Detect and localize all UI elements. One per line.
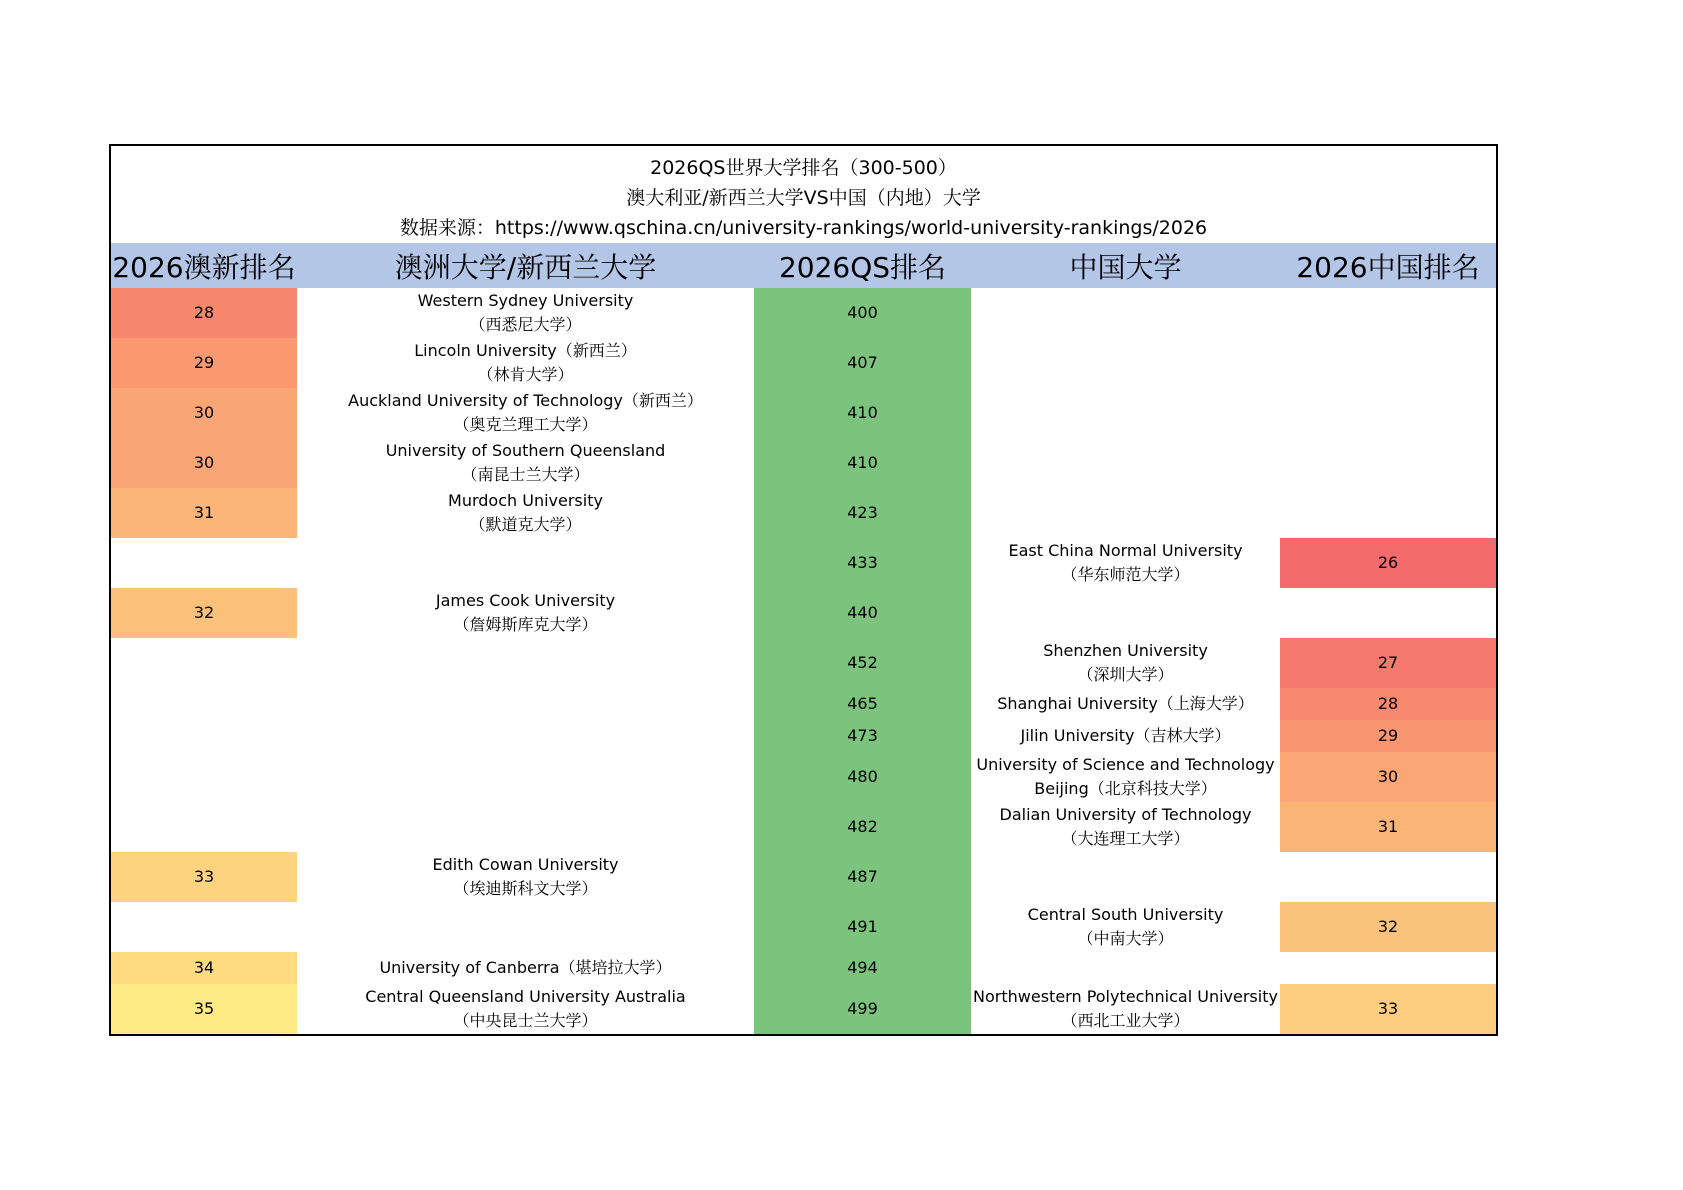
china-university-cell	[971, 902, 1280, 952]
anz-rank-cell: 30	[111, 388, 297, 438]
table-row	[111, 852, 1496, 902]
china-university-cell	[971, 438, 1280, 488]
china-rank-cell: 26	[1280, 538, 1496, 588]
anz-rank-cell	[111, 802, 297, 852]
table-row	[111, 720, 1496, 752]
anz-university-name: Western Sydney University	[417, 291, 634, 310]
anz-university-cell	[297, 638, 754, 688]
anz-university-cell	[297, 984, 754, 1034]
header-qs-rank: 2026QS排名	[778, 250, 947, 284]
china-university-cell	[971, 720, 1280, 752]
anz-university-cell	[297, 338, 754, 388]
anz-university-name: Edith Cowan University	[432, 855, 619, 874]
anz-university-name: Murdoch University	[448, 491, 603, 510]
anz-university-chinese-name: （南昆士兰大学）	[461, 465, 590, 484]
china-university-cell	[971, 952, 1280, 984]
anz-university-name: Auckland University of Technology（新西兰）	[348, 391, 703, 410]
table-row	[111, 688, 1496, 720]
anz-rank-cell: 32	[111, 588, 297, 638]
anz-university-name: Lincoln University（新西兰）	[414, 341, 637, 360]
anz-university-chinese-name: （詹姆斯库克大学）	[453, 615, 598, 634]
header-china-rank: 2026中国排名	[1296, 250, 1480, 284]
qs-rank-cell: 423	[754, 488, 971, 538]
anz-rank-cell: 29	[111, 338, 297, 388]
china-rank-cell	[1280, 588, 1496, 638]
anz-university-name: James Cook University	[435, 591, 616, 610]
table-row	[111, 752, 1496, 802]
china-university-cell	[971, 488, 1280, 538]
anz-university-cell	[297, 688, 754, 720]
china-rank-cell	[1280, 338, 1496, 388]
china-university-cell	[971, 638, 1280, 688]
china-rank-cell	[1280, 438, 1496, 488]
qs-rank-cell: 499	[754, 984, 971, 1034]
china-university-name: Central South University	[1027, 905, 1224, 924]
china-university-name: Shanghai University（上海大学）	[997, 694, 1254, 713]
china-rank-cell: 33	[1280, 984, 1496, 1034]
china-rank-cell	[1280, 852, 1496, 902]
china-rank-cell	[1280, 288, 1496, 338]
anz-university-name: Central Queensland University Australia	[365, 987, 686, 1006]
qs-rank-cell: 473	[754, 720, 971, 752]
china-university-chinese-name: （西北工业大学）	[1061, 1011, 1190, 1030]
qs-rank-cell: 452	[754, 638, 971, 688]
table-row	[111, 538, 1496, 588]
china-university-name: Jilin University（吉林大学）	[1020, 726, 1231, 745]
china-rank-cell: 28	[1280, 688, 1496, 720]
china-university-name: Dalian University of Technology	[999, 805, 1252, 824]
qs-rank-cell: 407	[754, 338, 971, 388]
china-university-name: University of Science and Technology	[976, 755, 1275, 774]
table-row	[111, 388, 1496, 438]
china-university-cell	[971, 688, 1280, 720]
china-university-chinese-name: Beijing（北京科技大学）	[1034, 779, 1217, 798]
table-row	[111, 438, 1496, 488]
china-university-chinese-name: （中南大学）	[1077, 929, 1174, 948]
table-row	[111, 902, 1496, 952]
anz-university-cell	[297, 720, 754, 752]
qs-rank-cell: 465	[754, 688, 971, 720]
anz-university-chinese-name: （默道克大学）	[469, 515, 582, 534]
table-row	[111, 638, 1496, 688]
qs-rank-cell: 487	[754, 852, 971, 902]
qs-rank-cell: 482	[754, 802, 971, 852]
anz-university-cell	[297, 952, 754, 984]
qs-rank-cell: 440	[754, 588, 971, 638]
anz-university-cell	[297, 752, 754, 802]
china-rank-cell	[1280, 952, 1496, 984]
title-line-2: 澳大利亚/新西兰大学VS中国（内地）大学	[626, 187, 981, 209]
header-china-university: 中国大学	[1069, 250, 1182, 284]
china-university-chinese-name: （大连理工大学）	[1061, 829, 1190, 848]
ranking-table	[109, 144, 1498, 1036]
china-rank-cell: 30	[1280, 752, 1496, 802]
source-line: 数据来源：https://www.qschina.cn/university-rankings/world-university-rankings/2026	[399, 217, 1208, 239]
anz-rank-cell	[111, 688, 297, 720]
china-university-cell	[971, 752, 1280, 802]
anz-university-chinese-name: （奥克兰理工大学）	[453, 415, 598, 434]
anz-rank-cell	[111, 638, 297, 688]
china-rank-cell	[1280, 388, 1496, 438]
table-row	[111, 288, 1496, 338]
anz-rank-cell	[111, 752, 297, 802]
header-anz-university: 澳洲大学/新西兰大学	[394, 250, 657, 284]
china-university-name: East China Normal University	[1008, 541, 1243, 560]
anz-university-cell	[297, 588, 754, 638]
table-row	[111, 338, 1496, 388]
china-university-cell	[971, 984, 1280, 1034]
anz-university-cell	[297, 902, 754, 952]
anz-rank-cell	[111, 538, 297, 588]
title-line-1: 2026QS世界大学排名（300-500）	[650, 157, 957, 179]
table-title	[111, 146, 1496, 243]
china-university-name: Shenzhen University	[1043, 641, 1208, 660]
table-row	[111, 488, 1496, 538]
china-university-cell	[971, 802, 1280, 852]
anz-university-cell	[297, 802, 754, 852]
qs-rank-cell: 433	[754, 538, 971, 588]
anz-rank-cell: 33	[111, 852, 297, 902]
anz-university-name: University of Canberra（堪培拉大学）	[379, 958, 672, 977]
china-university-cell	[971, 288, 1280, 338]
anz-university-cell	[297, 288, 754, 338]
china-rank-cell	[1280, 488, 1496, 538]
anz-university-chinese-name: （埃迪斯科文大学）	[453, 879, 598, 898]
anz-rank-cell: 30	[111, 438, 297, 488]
header-anz-rank: 2026澳新排名	[112, 250, 296, 284]
anz-rank-cell: 31	[111, 488, 297, 538]
qs-rank-cell: 400	[754, 288, 971, 338]
anz-rank-cell: 35	[111, 984, 297, 1034]
anz-university-cell	[297, 438, 754, 488]
header-row	[111, 243, 1496, 288]
china-rank-cell: 31	[1280, 802, 1496, 852]
china-rank-cell: 32	[1280, 902, 1496, 952]
anz-rank-cell	[111, 720, 297, 752]
china-university-chinese-name: （深圳大学）	[1077, 665, 1174, 684]
qs-rank-cell: 494	[754, 952, 971, 984]
china-university-chinese-name: （华东师范大学）	[1061, 565, 1190, 584]
china-university-cell	[971, 388, 1280, 438]
china-university-cell	[971, 338, 1280, 388]
china-university-name: Northwestern Polytechnical University	[973, 987, 1278, 1006]
anz-university-name: University of Southern Queensland	[385, 441, 666, 460]
china-university-cell	[971, 588, 1280, 638]
anz-university-cell	[297, 852, 754, 902]
anz-university-chinese-name: （林肯大学）	[477, 365, 574, 384]
china-university-cell	[971, 538, 1280, 588]
table-row	[111, 802, 1496, 852]
anz-university-chinese-name: （西悉尼大学）	[469, 315, 582, 334]
qs-rank-cell: 410	[754, 438, 971, 488]
qs-rank-cell: 480	[754, 752, 971, 802]
anz-rank-cell: 34	[111, 952, 297, 984]
anz-university-cell	[297, 538, 754, 588]
anz-university-chinese-name: （中央昆士兰大学）	[453, 1011, 598, 1030]
anz-rank-cell: 28	[111, 288, 297, 338]
table-row	[111, 952, 1496, 984]
anz-university-cell	[297, 488, 754, 538]
qs-rank-cell: 410	[754, 388, 971, 438]
china-rank-cell: 29	[1280, 720, 1496, 752]
anz-rank-cell	[111, 902, 297, 952]
china-university-cell	[971, 852, 1280, 902]
qs-rank-cell: 491	[754, 902, 971, 952]
table-row	[111, 588, 1496, 638]
china-rank-cell: 27	[1280, 638, 1496, 688]
anz-university-cell	[297, 388, 754, 438]
table-row	[111, 984, 1496, 1034]
table-body	[111, 288, 1496, 1034]
